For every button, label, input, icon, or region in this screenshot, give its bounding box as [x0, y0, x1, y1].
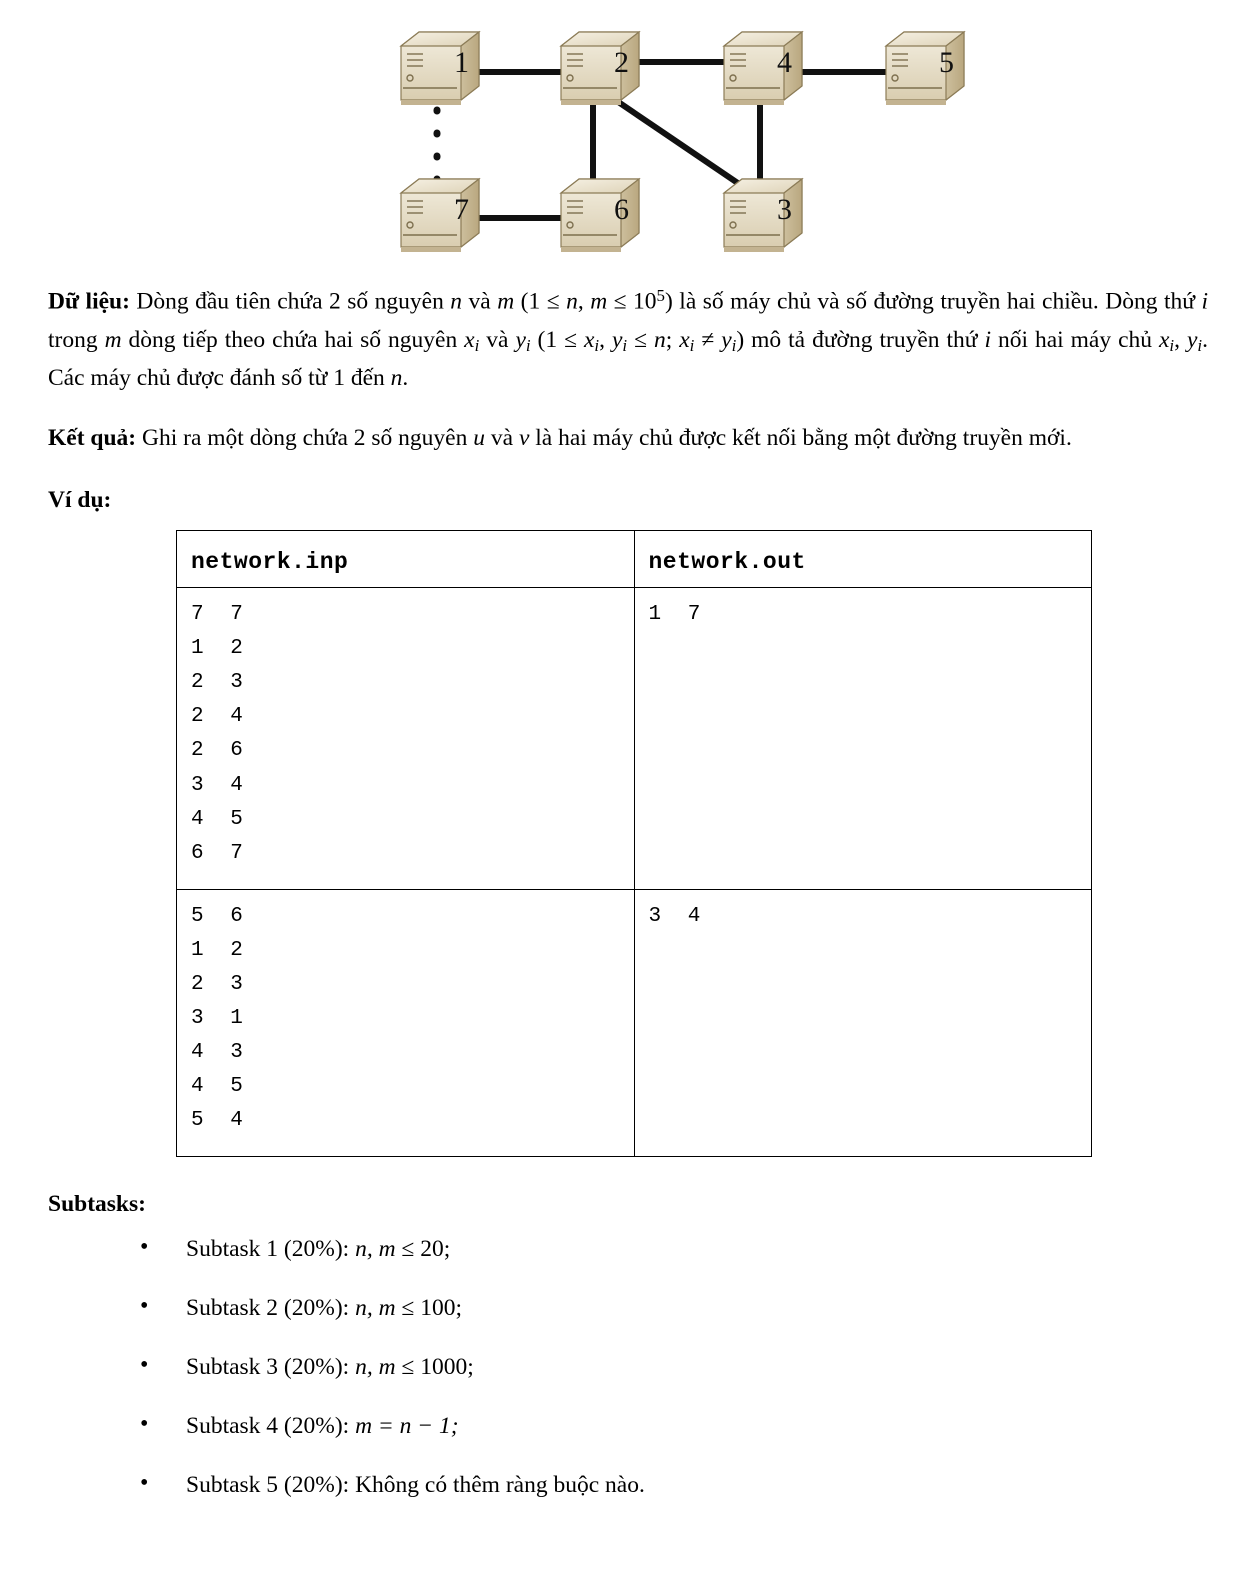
input-line: 6 7 — [191, 841, 244, 865]
input-line: 5 4 — [191, 1108, 244, 1132]
server-icon — [393, 175, 483, 257]
input-line: 4 3 — [191, 1040, 244, 1064]
server-label: 6 — [614, 193, 629, 226]
subtask-name: Subtask 3 (20%): — [186, 1353, 350, 1380]
table-row — [177, 588, 1092, 889]
server-icon — [393, 28, 483, 110]
input-text-18: . Các máy chủ được đánh số từ 1 đến — [48, 326, 1208, 392]
subtask-vars: n, m — [355, 1353, 396, 1380]
input-line: 2 3 — [191, 972, 244, 996]
input-line: 5 6 — [191, 904, 244, 928]
input-text-12: ≤ — [627, 326, 654, 353]
server-icon — [878, 28, 968, 110]
input-text-13: ; — [665, 326, 680, 353]
list-item — [140, 1230, 1208, 1268]
output-spec-label: Kết quả: — [48, 425, 137, 452]
table-header-row — [177, 531, 1092, 588]
var-x: x — [679, 326, 690, 353]
server-label: 2 — [614, 46, 629, 79]
input-line: 4 5 — [191, 1074, 244, 1098]
output-file-header-cell — [634, 531, 1092, 588]
example-1-output-cell — [634, 588, 1092, 889]
server-node-7 — [393, 175, 483, 257]
example-table-wrapper — [48, 530, 1208, 1156]
input-line: 2 6 — [191, 739, 244, 763]
input-line: 3 1 — [191, 1006, 244, 1030]
server-label: 4 — [777, 46, 792, 79]
output-text-3: là hai máy chủ được kết nối bằng một đường truyền mới. — [529, 425, 1072, 452]
server-icon — [553, 28, 643, 110]
var-i: i — [1201, 288, 1208, 315]
example-2-output-lines — [649, 900, 1078, 934]
subtask-vars: n, m — [355, 1235, 396, 1262]
example-1-input-lines — [191, 598, 620, 870]
output-filename: network.out — [648, 549, 806, 576]
subtask-constraint: Không có thêm ràng buộc nào. — [349, 1471, 645, 1498]
subtasks-heading: Subtasks: — [48, 1190, 146, 1217]
input-spec-paragraph — [48, 282, 1208, 397]
sub-i: i — [1197, 335, 1203, 355]
input-text-16: nối hai máy chủ — [990, 326, 1159, 353]
list-item — [140, 1407, 1208, 1445]
sub-i: i — [1169, 335, 1175, 355]
sub-i: i — [594, 335, 600, 355]
var-v: v — [518, 425, 530, 452]
input-text-17: , — [1174, 326, 1187, 353]
list-item — [140, 1289, 1208, 1327]
input-line: 3 4 — [191, 773, 244, 797]
example-table — [176, 530, 1092, 1156]
input-line: 2 4 — [191, 705, 244, 729]
var-m: m — [104, 326, 122, 353]
sub-i: i — [689, 335, 695, 355]
server-icon — [716, 175, 806, 257]
input-text-14: ≠ — [694, 326, 722, 353]
subtasks-list — [48, 1230, 1208, 1504]
server-icon — [553, 175, 643, 257]
subtask-constraint: ≤ 1000; — [395, 1353, 474, 1380]
server-node-6 — [553, 175, 643, 257]
example-1-input-cell — [177, 588, 635, 889]
sub-i: i — [622, 335, 628, 355]
var-n: n — [653, 326, 666, 353]
network-figure — [48, 0, 1208, 270]
var-u: u — [473, 425, 485, 452]
var-n: n — [390, 365, 403, 392]
input-text-2: và — [462, 288, 498, 315]
table-row — [177, 889, 1092, 1156]
var-m: m — [590, 288, 608, 315]
server-node-2 — [553, 28, 643, 110]
output-text-1: Ghi ra một dòng chứa 2 số nguyên — [136, 425, 474, 452]
var-y: y — [1186, 326, 1198, 353]
output-text-2: và — [485, 425, 519, 452]
subtask-name: Subtask 4 (20%): — [186, 1412, 350, 1439]
sub-i: i — [731, 335, 737, 355]
input-text-6: ) là số máy chủ và số đường truyền hai chiều. Dòng thứ — [664, 288, 1202, 315]
server-label: 3 — [777, 193, 792, 226]
input-text-1: Dòng đầu tiên chứa 2 số nguyên — [129, 288, 451, 315]
input-text-8: dòng tiếp theo chứa hai số nguyên — [121, 326, 465, 353]
input-line: 7 7 — [191, 603, 244, 627]
subtask-constraint: = n − 1; — [372, 1412, 459, 1439]
example-2-output-cell — [634, 889, 1092, 1156]
output-line: 3 4 — [648, 904, 701, 928]
server-label: 5 — [939, 46, 954, 79]
input-text-7: trong — [48, 326, 105, 353]
subtask-name: Subtask 1 (20%): — [186, 1235, 350, 1262]
server-label: 1 — [454, 46, 469, 79]
example-2-input-lines — [191, 900, 620, 1138]
example-2-input-cell — [177, 889, 635, 1156]
sub-i: i — [525, 335, 531, 355]
input-spec-label: Dữ liệu: — [48, 288, 130, 315]
input-text-15: ) mô tả đường truyền thứ — [736, 326, 985, 353]
server-node-1 — [393, 28, 483, 110]
example-1-output-lines — [649, 598, 1078, 632]
subtask-constraint: ≤ 100; — [395, 1294, 462, 1321]
input-line: 2 3 — [191, 671, 244, 695]
input-text-5: ≤ 10 — [607, 288, 657, 315]
output-spec-paragraph — [48, 419, 1208, 457]
sub-i: i — [474, 335, 480, 355]
var-x: x — [583, 326, 595, 353]
var-y: y — [611, 326, 623, 353]
server-node-5 — [878, 28, 968, 110]
var-x: x — [464, 326, 475, 353]
server-node-3 — [716, 175, 806, 257]
var-m: m — [497, 288, 515, 315]
var-y: y — [515, 326, 526, 353]
input-line: 4 5 — [191, 807, 244, 831]
input-text-9: và — [479, 326, 516, 353]
input-filename: network.inp — [191, 549, 349, 576]
output-line: 1 7 — [648, 603, 701, 627]
subtask-constraint: ≤ 20; — [395, 1235, 451, 1262]
input-line: 1 2 — [191, 938, 244, 962]
var-n: n — [566, 288, 578, 315]
var-n: n — [450, 288, 463, 315]
subtask-vars: m — [355, 1412, 373, 1439]
input-text-10: (1 ≤ — [530, 326, 584, 353]
input-text-4: , — [577, 288, 591, 315]
subtask-name: Subtask 5 (20%): — [186, 1471, 350, 1498]
input-text-11: , — [599, 326, 612, 353]
list-item — [140, 1348, 1208, 1386]
input-file-header-cell — [177, 531, 635, 588]
input-text-3: (1 ≤ — [514, 288, 567, 315]
server-node-4 — [716, 28, 806, 110]
example-heading: Ví dụ: — [48, 487, 112, 514]
list-item — [140, 1466, 1208, 1504]
var-i: i — [984, 326, 991, 353]
var-x: x — [1158, 326, 1170, 353]
subtask-vars: n, m — [355, 1294, 396, 1321]
input-text-19: . — [402, 365, 409, 392]
server-label: 7 — [454, 193, 469, 226]
server-icon — [716, 28, 806, 110]
var-y: y — [721, 326, 732, 353]
input-line: 1 2 — [191, 637, 244, 661]
exponent-five: 5 — [656, 286, 665, 305]
subtask-name: Subtask 2 (20%): — [186, 1294, 350, 1321]
